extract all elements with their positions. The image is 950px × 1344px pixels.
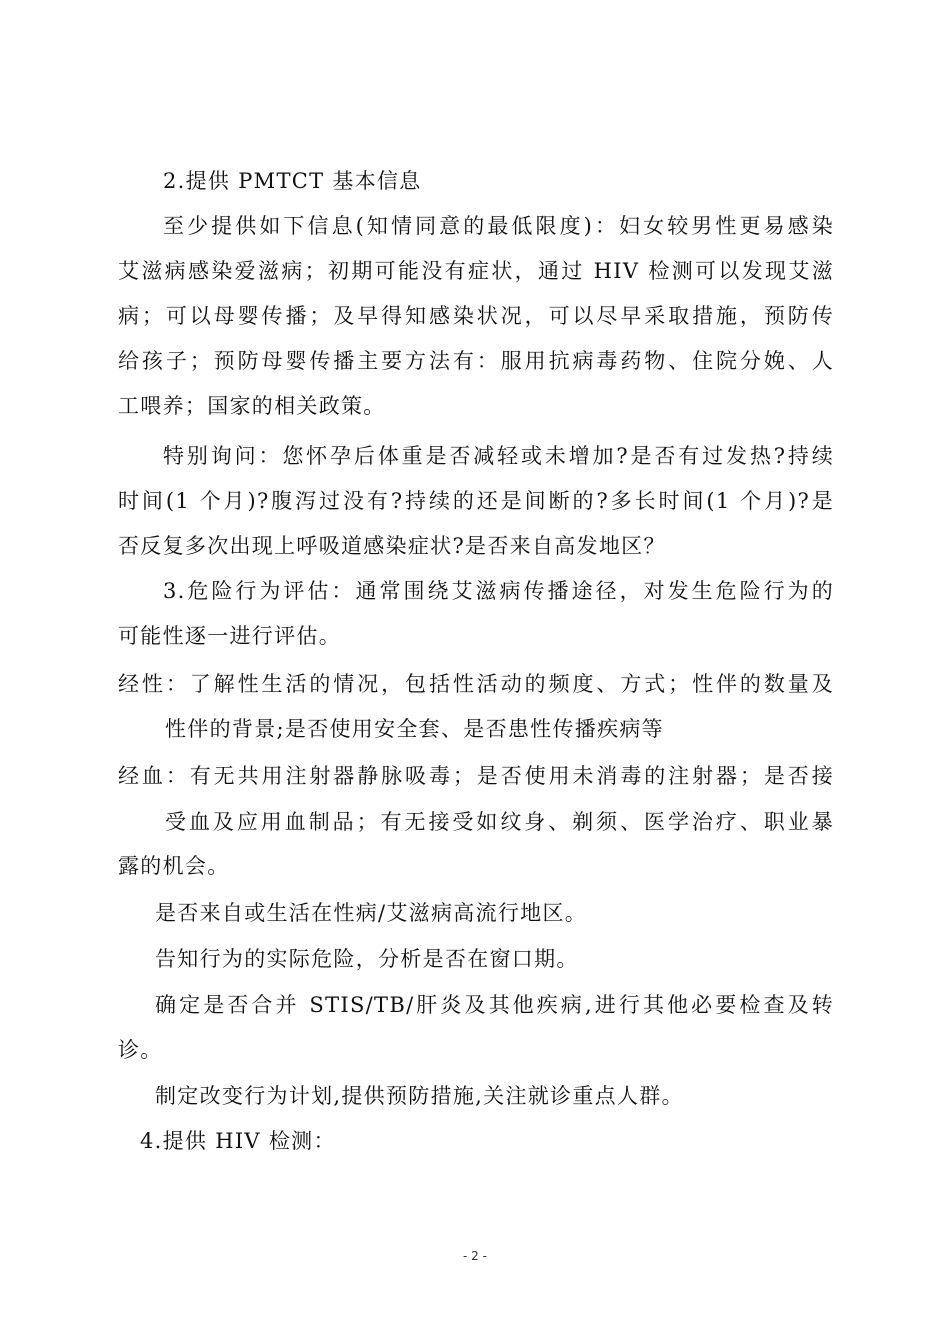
page-number: - 2 -	[463, 1249, 487, 1263]
paragraph-line: 工喂养；国家的相关政策。	[118, 394, 386, 418]
paragraph-line: 给孩子；预防母婴传播主要方法有：服用抗病毒药物、住院分娩、人	[118, 349, 834, 373]
paragraph-line: 露的机会。	[118, 854, 230, 878]
paragraph-line: 否反复多次出现上呼吸道感染症状?是否来自高发地区？	[118, 534, 666, 558]
heading-4: 4.提供 HIV 检测：	[140, 1129, 336, 1153]
paragraph-line: 经性：了解性生活的情况，包括性活动的频度、方式；性伴的数量及	[118, 672, 834, 696]
paragraph-line: 可能性逐一进行评估。	[118, 624, 341, 648]
paragraph-line: 确定是否合并 STIS/TB/肝炎及其他疾病,进行其他必要检查及转	[155, 993, 834, 1017]
paragraph-line: 是否来自或生活在性病/艾滋病高流行地区。	[155, 901, 588, 925]
paragraph-line: 性伴的背景;是否使用安全套、是否患性传播疾病等	[165, 717, 664, 741]
paragraph-line: 至少提供如下信息(知情同意的最低限度)：妇女较男性更易感染	[163, 214, 834, 238]
heading-2: 2.提供 PMTCT 基本信息	[163, 169, 422, 193]
paragraph-line: 制定改变行为计划,提供预防措施,关注就诊重点人群。	[155, 1084, 684, 1108]
paragraph-line: 特别询问：您怀孕后体重是否减轻或未增加?是否有过发热?持续	[163, 444, 834, 468]
paragraph-line: 经血：有无共用注射器静脉吸毒；是否使用未消毒的注射器；是否接	[118, 764, 834, 788]
paragraph-line: 诊。	[118, 1038, 163, 1062]
paragraph-line: 时间(1 个月)?腹泻过没有?持续的还是间断的?多长时间(1 个月)?是	[118, 489, 834, 513]
paragraph-line: 病；可以母婴传播；及早得知感染状况，可以尽早采取措施，预防传	[118, 304, 834, 328]
heading-3: 3.危险行为评估：通常围绕艾滋病传播途径，对发生危险行为的	[163, 579, 834, 603]
paragraph-line: 艾滋病感染爱滋病；初期可能没有症状，通过 HIV 检测可以发现艾滋	[118, 259, 834, 283]
paragraph-line: 受血及应用血制品；有无接受如纹身、剃须、医学治疗、职业暴	[165, 810, 834, 834]
paragraph-line: 告知行为的实际危险，分析是否在窗口期。	[155, 947, 579, 971]
